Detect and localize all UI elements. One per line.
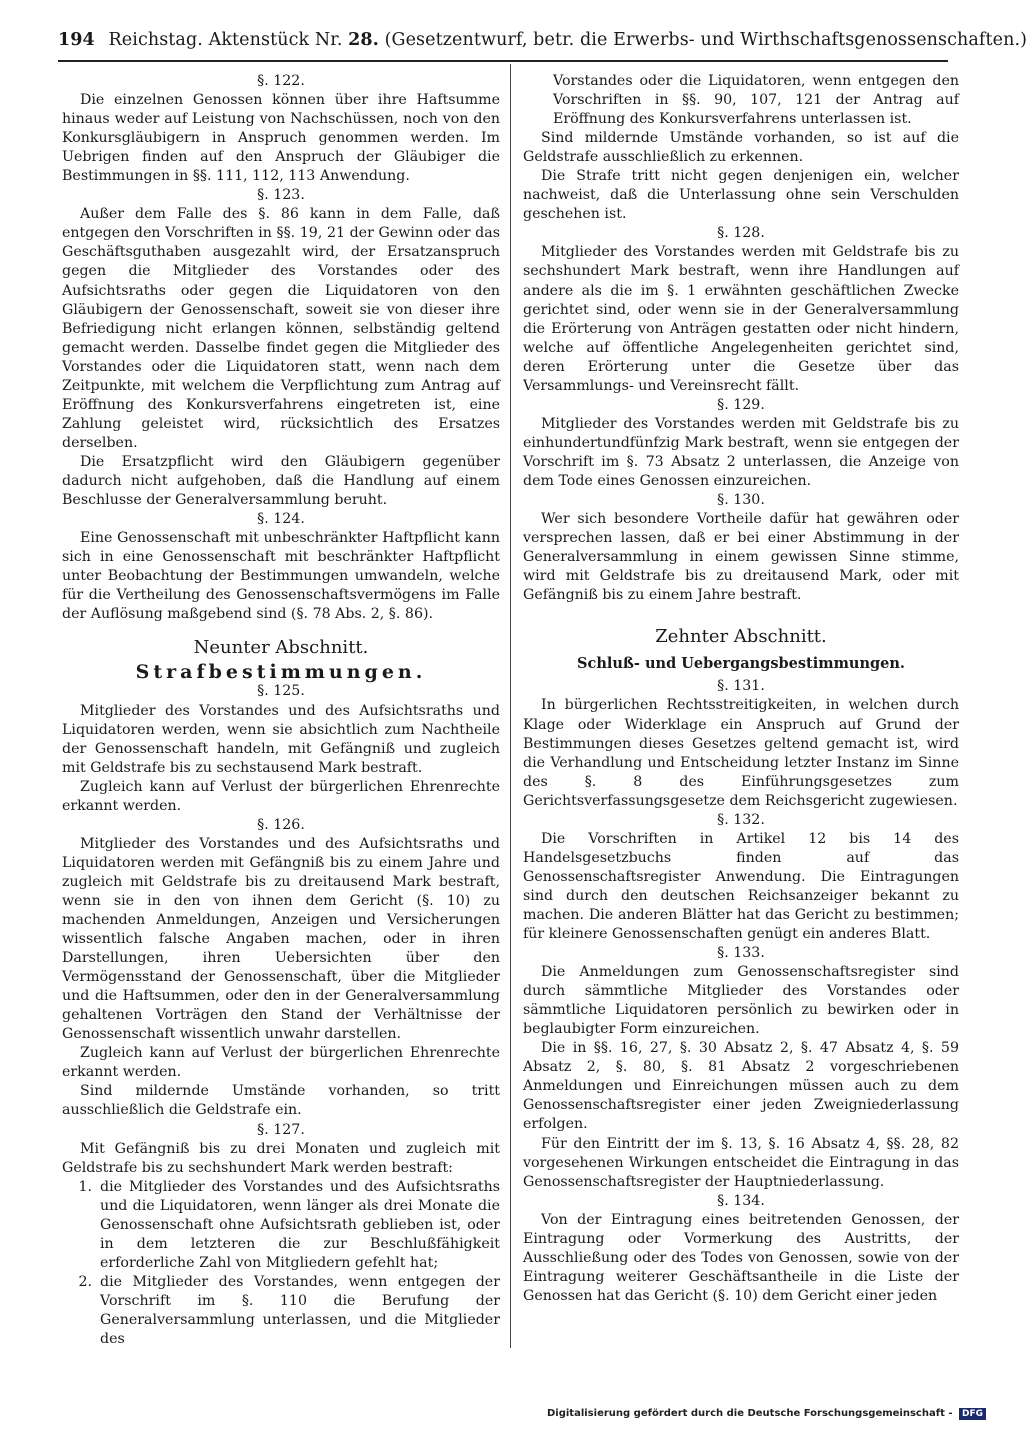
section-126-text-1: Mitglieder des Vorstandes und des Aufsichtsraths und Liquidatoren werden mit Gefängniß bis zu einem Jahre und zugleich mit Geldstrafe bis zu dreitausend Mark bestraft, wenn sie in den von ihnen dem Gericht (§. 10) zu machenden Anmeldungen, Anzeigen und Versicherungen wissentlich falsche Angaben machen, oder in ihren Darstellungen, ihren Uebersichten über den Vermögensstand der Genossenschaft, über die Mitglieder und die Haftsummen, oder den in der Generalversammlung gehaltenen Vorträgen den Stand der Verhältnisse der Genossenschaft wissentlich unwahr darstellen. bbox=[62, 835, 500, 1043]
chapter-9-title: Strafbestimmungen. bbox=[135, 661, 427, 684]
section-129-title: §. 129. bbox=[717, 396, 765, 413]
section-125-text-2: Zugleich kann auf Verlust der bürgerlichen Ehrenrechte erkannt werden. bbox=[62, 778, 500, 814]
section-127-text-2: Sind mildernde Umstände vorhanden, so ist auf die Geldstrafe ausschließlich zu erkennen. bbox=[523, 130, 959, 166]
section-127-text: Mit Gefängniß bis zu drei Monaten und zugleich mit Geldstrafe bis zu sechshundert Mark werden bestraft: bbox=[62, 1140, 500, 1176]
section-129-text: Mitglieder des Vorstandes werden mit Geldstrafe bis zu einhundertundfünfzig Mark bestraft, wenn sie entgegen der Vorschrift im §. 73 Absatz 2 unterlassen, die Anzeige von dem Tode eines Genossen einzureichen. bbox=[523, 415, 959, 489]
section-128-title: §. 128. bbox=[717, 225, 765, 242]
item-text: die Mitglieder des Vorstandes, wenn entgegen der Vorschrift im §. 110 die Berufung der Generalversammlung unterlassen, und die Mitglieder des bbox=[100, 1273, 500, 1348]
section-125-text-1: Mitglieder des Vorstandes und des Aufsichtsraths und Liquidatoren werden, wenn sie absichtlich zum Nachtheile der Genossenschaft handeln, mit Gefängniß und zugleich mit Geldstrafe bis zu sechstausend Mark bestraft. bbox=[62, 702, 500, 776]
section-132-title: §. 132. bbox=[717, 811, 765, 828]
section-125-title: §. 125. bbox=[257, 683, 305, 700]
section-132-text: Die Vorschriften in Artikel 12 bis 14 des Handelsgesetzbuchs finden auf das Genossenschaftsregister Anwendung. Die Eintragungen sind durch den deutschen Reichsanzeiger bekannt zu machen. Die anderen Blätter hat das Gericht zu bestimmen; für kleinere Genossenschaften genügt ein anderes Blatt. bbox=[523, 830, 959, 943]
section-124-title: §. 124. bbox=[257, 511, 305, 528]
right-column bbox=[523, 72, 959, 1306]
left-column bbox=[62, 72, 500, 1349]
page-number: 194 bbox=[58, 30, 95, 50]
section-128-text: Mitglieder des Vorstandes werden mit Geldstrafe bis zu sechshundert Mark bestraft, wenn ihre Handlungen auf andere als die im §. 1 erwähnten geschäftlichen Zwecke gerichtet sind, oder wenn sie in der Generalversammlung die Erörterung von Anträgen gestatten oder nicht hindern, welche auf öffentliche Angelegenheiten gerichtet sind, deren Erörterung unter die Gesetze über das Versammlungs- und Vereinsrecht fällt. bbox=[523, 244, 959, 394]
footer-text: Digitalisierung gefördert durch die Deutsche Forschungsgemeinschaft - bbox=[546, 1408, 953, 1419]
section-130-title: §. 130. bbox=[717, 492, 765, 509]
section-126-text-2: Zugleich kann auf Verlust der bürgerlichen Ehrenrechte erkannt werden. bbox=[62, 1045, 500, 1081]
chapter-9-label: Neunter Abschnitt. bbox=[193, 637, 369, 659]
section-123-text-2: Die Ersatzpflicht wird den Gläubigern gegenüber dadurch nicht aufgehoben, daß die Handlung auf einem Beschlusse der Generalversammlung beruht. bbox=[62, 453, 500, 509]
column-divider bbox=[510, 64, 511, 1348]
item-text: die Mitglieder des Vorstandes und des Aufsichtsraths und die Liquidatoren, wenn länger als drei Monate die Genossenschaft ohne Aufsichtsrath geblieben ist, oder in dem letzteren die zur Beschlußfähigkeit erforderliche Zahl von Mitgliedern gefehlt hat; bbox=[100, 1178, 500, 1271]
section-131-title: §. 131. bbox=[717, 678, 765, 695]
section-123-text-1: Außer dem Falle des §. 86 kann in dem Falle, daß entgegen den Vorschriften in §§. 19, 21 der Gewinn oder das Geschäftsguthaben ausgezahlt wird, der Ersatzanspruch gegen die Mitglieder des Vorstandes oder des Aufsichtsraths oder gegen die Liquidatoren von den Gläubigern der Genossenschaft, soweit sie von dieser ihre Befriedigung nicht erlangen können, selbständig geltend gemacht werden. Dasselbe findet gegen die Mitglieder des Vorstandes oder die Liquidatoren statt, wenn nach dem Zeitpunkte, mit welchem die Verpflichtung zum Antrag auf Eröffnung des Konkursverfahrens eingetreten ist, eine Zahlung geleistet wird, rücksichtlich des Ersatzes derselben. bbox=[62, 206, 500, 451]
digitization-footer bbox=[547, 1408, 986, 1420]
section-126-text-3: Sind mildernde Umstände vorhanden, so tritt ausschließlich die Geldstrafe ein. bbox=[62, 1083, 500, 1119]
section-126-title: §. 126. bbox=[257, 816, 305, 833]
section-127-item-2 bbox=[62, 1273, 500, 1349]
section-130-text: Wer sich besondere Vortheile dafür hat gewähren oder versprechen lassen, daß er bei einer Abstimmung in der Generalversammlung in einem gewissen Sinne stimme, wird mit Geldstrafe bis zu dreitausend Mark, oder mit Gefängniß bis zu einem Jahre bestraft. bbox=[523, 511, 959, 604]
section-133-text-2: Die in §§. 16, 27, §. 30 Absatz 2, §. 47 Absatz 4, §. 59 Absatz 2, §. 80, §. 81 Absatz 2 vorgeschriebenen Anmeldungen und Einreichungen müssen auch zu dem Genossenschaftsregister einer jeden Zweigniederlassung erfolgen. bbox=[523, 1040, 959, 1133]
section-134-title: §. 134. bbox=[717, 1192, 765, 1209]
section-131-text: In bürgerlichen Rechtsstreitigkeiten, in welchen durch Klage oder Widerklage ein Anspruch auf Grund der Bestimmungen dieses Gesetzes geltend gemacht ist, wird die Verhandlung und Entscheidung letzter Instanz im Sinne des §. 8 des Einführungsgesetzes zum Gerichtsverfassungsgesetze dem Reichsgericht zugewiesen. bbox=[523, 697, 959, 809]
item-number: 1. bbox=[78, 1178, 92, 1195]
page-header bbox=[58, 30, 1027, 62]
section-127-continuation: Vorstandes oder die Liquidatoren, wenn entgegen den Vorschriften in §§. 90, 107, 121 der Antrag auf Eröffnung des Konkursverfahrens unterlassen ist. bbox=[553, 73, 959, 128]
section-122-text: Die einzelnen Genossen können über ihre Haftsumme hinaus weder auf Leistung von Nachschüssen, noch von den Konkursgläubigern in Anspruch genommen werden. Im Uebrigen finden auf den Anspruch der Gläubiger die Bestimmungen in §§. 111, 112, 113 Anwendung. bbox=[62, 92, 500, 185]
section-133-text-3: Für den Eintritt der im §. 13, §. 16 Absatz 4, §§. 28, 82 vorgesehenen Wirkungen entscheidet die Eintragung in das Genossenschaftsregister der Hauptniederlassung. bbox=[523, 1135, 959, 1190]
chapter-10-label: Zehnter Abschnitt. bbox=[655, 626, 827, 648]
chapter-10-title: Schluß- und Uebergangsbestimmungen. bbox=[577, 655, 905, 673]
section-133-text-1: Die Anmeldungen zum Genossenschaftsregister sind durch sämmtliche Mitglieder des Vorstandes oder sämmtliche Liquidatoren persönlich zu bewirken oder in beglaubigter Form einzureichen. bbox=[523, 964, 959, 1038]
section-127-item-1 bbox=[62, 1178, 500, 1273]
section-122-title: §. 122. bbox=[257, 73, 305, 89]
section-123-title: §. 123. bbox=[257, 187, 305, 204]
section-124-text: Eine Genossenschaft mit unbeschränkter Haftpflicht kann sich in eine Genossenschaft mit beschränkter Haftpflicht unter Beobachtung der Bestimmungen umwandeln, welche für die Vertheilung des Genossenschaftsvermögens im Falle der Auflösung maßgebend sind (§. 78 Abs. 2, §. 86). bbox=[62, 530, 500, 623]
dfg-logo: DFG bbox=[959, 1408, 986, 1420]
section-127-title: §. 127. bbox=[257, 1121, 305, 1138]
section-127-text-3: Die Strafe tritt nicht gegen denjenigen ein, welcher nachweist, daß die Unterlassung ohne sein Verschulden geschehen ist. bbox=[523, 168, 959, 223]
header-doc-number: 28. bbox=[348, 30, 379, 50]
section-133-title: §. 133. bbox=[717, 945, 765, 962]
header-subtitle: (Gesetzentwurf, betr. die Erwerbs- und Wirthschaftsgenossenschaften.) bbox=[384, 30, 1027, 50]
item-number: 2. bbox=[78, 1273, 92, 1290]
header-reichstag: Reichstag. bbox=[108, 30, 203, 50]
section-134-text: Von der Eintragung eines beitretenden Genossen, der Eintragung oder Vormerkung des Austritts, der Ausschließung oder des Todes von Genossen, sowie von der Eintragung weiterer Geschäftsantheile in die Liste der Genossen hat das Gericht (§. 10) dem Gericht einer jeden bbox=[523, 1211, 959, 1304]
header-aktenstueck: Aktenstück Nr. bbox=[208, 30, 343, 50]
